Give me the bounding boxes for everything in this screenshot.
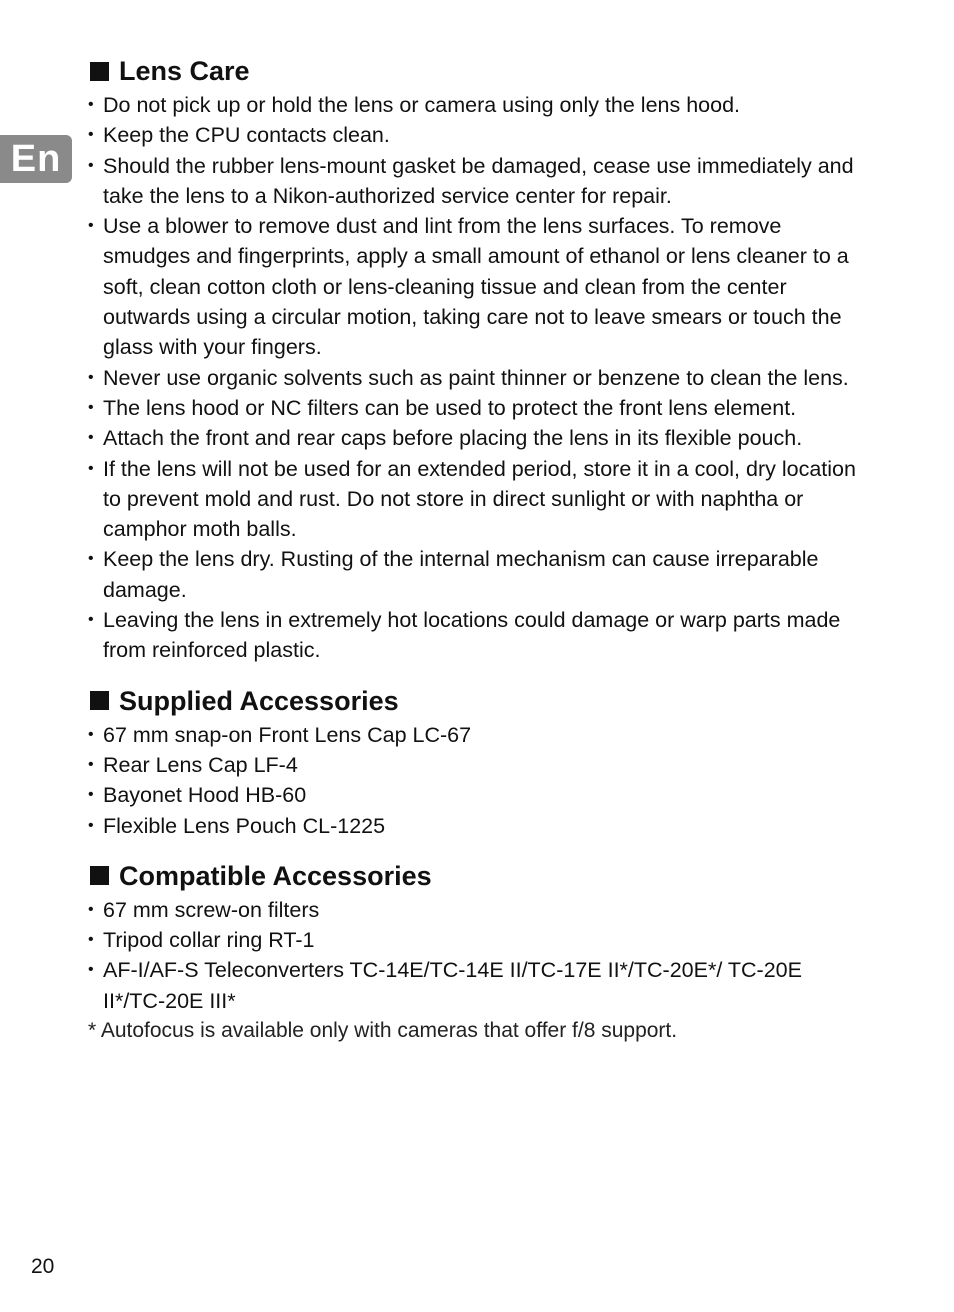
list-item: • If the lens will not be used for an extended period, store it in a cool, dry location to prevent mold and rust. Do not store in direct sunlight or with naphtha or camphor moth balls. bbox=[88, 454, 868, 545]
heading-text: Supplied Accessories bbox=[119, 685, 399, 716]
section-heading bbox=[88, 54, 868, 88]
list-item: • Use a blower to remove dust and lint from the lens surfaces. To remove smudges and fingerprints, apply a small amount of ethanol or lens cleaner to a soft, clean cotton cloth or lens-cleaning tissue and clean from the center outwards using a circular motion, taking care not to leave smears or touch the glass with your fingers. bbox=[88, 211, 868, 362]
page-number: 20 bbox=[31, 1255, 55, 1278]
section-heading bbox=[88, 684, 868, 718]
square-bullet-icon bbox=[90, 866, 109, 885]
square-bullet-icon bbox=[90, 691, 109, 710]
bullet-list bbox=[88, 720, 868, 841]
page-content bbox=[88, 54, 868, 1046]
list-item: • Attach the front and rear caps before placing the lens in its flexible pouch. bbox=[88, 423, 868, 453]
list-item: • Keep the CPU contacts clean. bbox=[88, 120, 868, 150]
list-item: • Never use organic solvents such as paint thinner or benzene to clean the lens. bbox=[88, 363, 868, 393]
list-item: • Rear Lens Cap LF-4 bbox=[88, 750, 868, 780]
list-item: • AF-I/AF-S Teleconverters TC-14E/TC-14E II/TC-17E II*/TC-20E*/ TC-20E II*/TC-20E III* bbox=[88, 955, 868, 1016]
footnote: * Autofocus is available only with cameras that offer f/8 support. bbox=[88, 1019, 678, 1043]
list-item: • 67 mm snap-on Front Lens Cap LC-67 bbox=[88, 720, 868, 750]
bullet-list bbox=[88, 90, 868, 666]
list-item: • 67 mm screw-on filters bbox=[88, 895, 868, 925]
list-item: • Bayonet Hood HB-60 bbox=[88, 780, 868, 810]
list-item: • Leaving the lens in extremely hot locations could damage or warp parts made from reinforced plastic. bbox=[88, 605, 868, 666]
heading-text: Compatible Accessories bbox=[119, 860, 432, 891]
section-lens-care bbox=[88, 54, 868, 666]
section-heading bbox=[88, 859, 868, 893]
section-supplied-accessories bbox=[88, 684, 868, 841]
list-item: • Keep the lens dry. Rusting of the internal mechanism can cause irreparable damage. bbox=[88, 544, 868, 605]
bullet-list bbox=[88, 895, 868, 1016]
list-item: • Should the rubber lens-mount gasket be damaged, cease use immediately and take the lens to a Nikon-authorized service center for repair. bbox=[88, 151, 868, 212]
list-item: • Tripod collar ring RT-1 bbox=[88, 925, 868, 955]
language-tab: En bbox=[0, 135, 72, 183]
section-compatible-accessories bbox=[88, 859, 868, 1046]
list-item: • Do not pick up or hold the lens or camera using only the lens hood. bbox=[88, 90, 868, 120]
list-item: • Flexible Lens Pouch CL-1225 bbox=[88, 811, 868, 841]
square-bullet-icon bbox=[90, 62, 109, 81]
heading-text: Lens Care bbox=[119, 56, 250, 86]
list-item: • The lens hood or NC filters can be used to protect the front lens element. bbox=[88, 393, 868, 423]
